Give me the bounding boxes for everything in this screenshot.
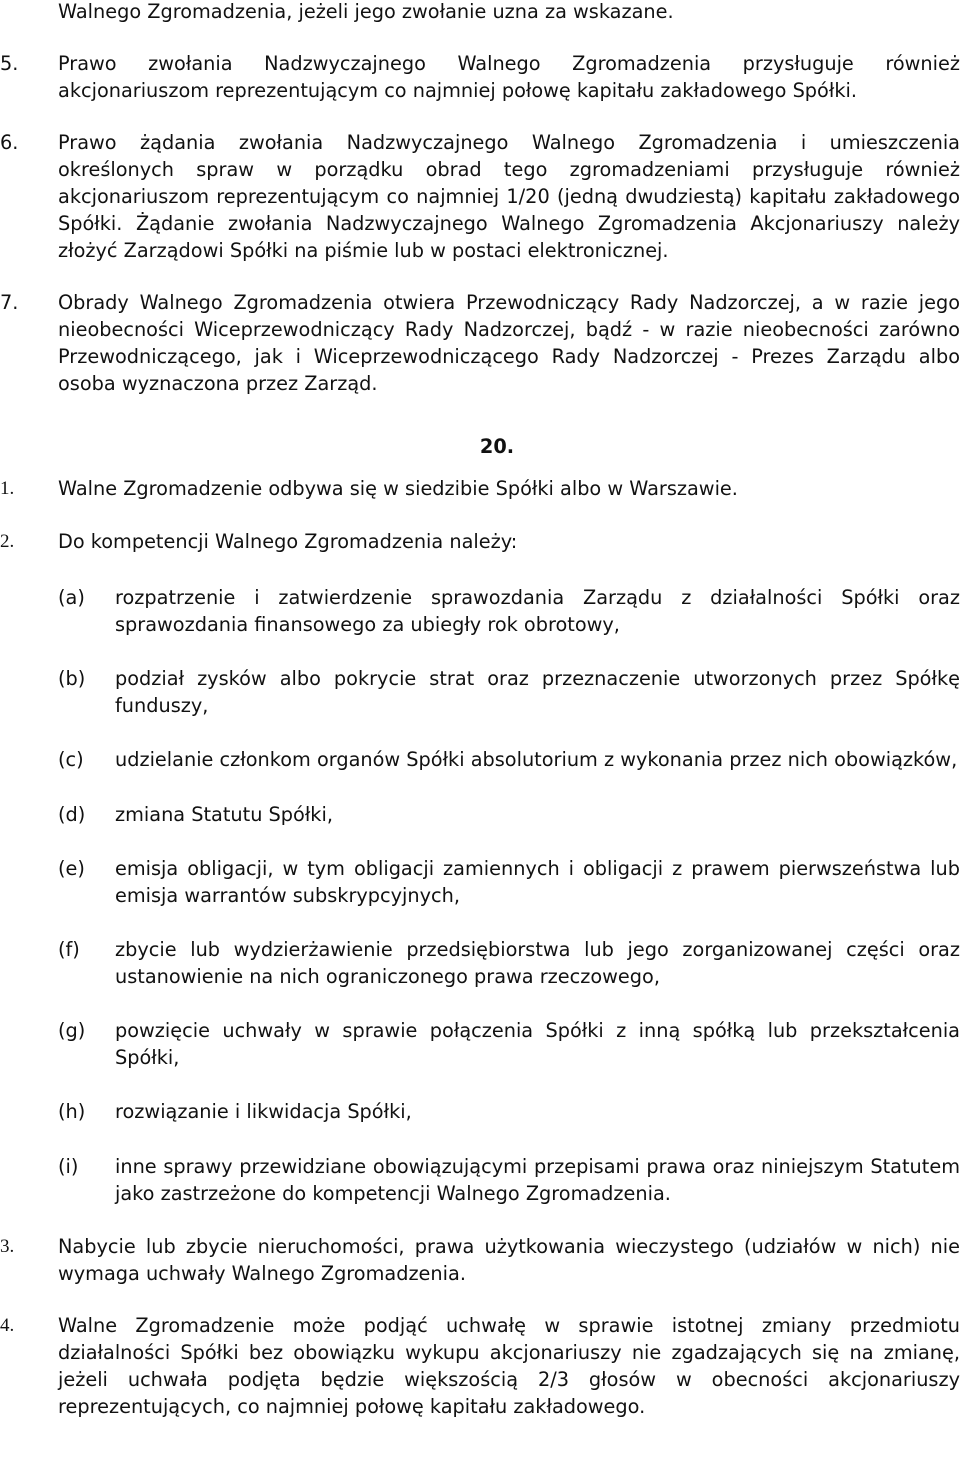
list-item-text: powzięcie uchwały w sprawie połączenia Spółki z inną spółką lub przekształcenia Spółki, [115,1019,960,1069]
list-item-h [0,1098,960,1125]
paragraph-number: 5. [0,52,19,75]
point-text: Walne Zgromadzenie odbywa się w siedzibie Spółki albo w Warszawie. [58,477,738,500]
paragraph-number: 7. [0,291,19,314]
list-item-label: (c) [58,748,84,771]
list-item-text: rozwiązanie i likwidacja Spółki, [115,1100,412,1123]
paragraph-7 [0,289,960,397]
paragraph-text: Prawo zwołania Nadzwyczajnego Walnego Zgromadzenia przysługuje również akcjonariuszom reprezentującym co najmniej połowę kapitału zakładowego Spółki. [58,52,960,102]
list-item-label: (g) [58,1019,86,1042]
list-item-b [0,665,960,719]
point-text: Walne Zgromadzenie może podjąć uchwałę w sprawie istotnej zmiany przedmiotu działalności Spółki bez obowiązku wykupu akcjonariuszy nie zgadzających się na zmianę, jeżeli uchwała podjęta będzie większością 2/3 głosów w obecności akcjonariuszy reprezentujących, co najmniej połowę kapitału zakładowego. [58,1314,960,1418]
section-point-3 [0,1233,960,1287]
paragraph-6 [0,129,960,264]
list-item-label: (h) [58,1100,86,1123]
paragraph-text: Prawo żądania zwołania Nadzwyczajnego Walnego Zgromadzenia i umieszczenia określonych spraw w porządku obrad tego zgromadzeniami przysługuje również akcjonariuszom reprezentującym co najmniej 1/20 (jedną dwudziestą) kapitału zakładowego Spółki. Żądanie zwołania Nadzwyczajnego Walnego Zgromadzenia Akcjonariuszy należy złożyć Zarządowi Spółki na piśmie lub w postaci elektronicznej. [58,131,960,262]
point-number: 2. [0,531,15,552]
list-item-label: (i) [58,1155,79,1178]
list-item-text: zbycie lub wydzierżawienie przedsiębiorstwa lub jego zorganizowanej części oraz ustanowienie na nich ograniczonego prawa rzeczowego, [115,938,960,988]
list-item-text: rozpatrzenie i zatwierdzenie sprawozdania Zarządu z działalności Spółki oraz sprawozdania finansowego za ubiegły rok obrotowy, [115,586,960,636]
list-item-label: (b) [58,667,86,690]
paragraph-number: 6. [0,131,19,154]
list-item-i [0,1153,960,1207]
paragraph-text: Obrady Walnego Zgromadzenia otwiera Przewodniczący Rady Nadzorczej, a w razie jego nieobecności Wiceprzewodniczący Rady Nadzorczej, bądź - w razie nieobecności zarówno Przewodniczącego, jak i Wiceprzewodniczącego Rady Nadzorczej - Prezes Zarządu albo osoba wyznaczona przez Zarząd. [58,291,960,395]
list-item-text: zmiana Statutu Spółki, [115,803,333,826]
section-point-4 [0,1312,960,1420]
list-item-d [0,801,960,828]
list-item-f [0,936,960,990]
section-heading [0,433,960,460]
list-item-c [0,746,960,773]
list-item-label: (f) [58,938,80,961]
list-item-text: podział zysków albo pokrycie strat oraz przeznaczenie utworzonych przez Spółkę funduszy, [115,667,960,717]
list-item-label: (d) [58,803,86,826]
section-point-2 [0,528,960,555]
paragraph-5 [0,50,960,104]
section-number: 20. [479,435,515,458]
section-point-1 [0,475,960,502]
list-item-label: (e) [58,857,85,880]
list-item-label: (a) [58,586,85,609]
list-item-text: emisja obligacji, w tym obligacji zamiennych i obligacji z prawem pierwszeństwa lub emisja warrantów subskrypcyjnych, [115,857,960,907]
list-item-a [0,584,960,638]
list-item-text: inne sprawy przewidziane obowiązującymi przepisami prawa oraz niniejszym Statutem jako zastrzeżone do kompetencji Walnego Zgromadzenia. [115,1155,960,1205]
list-item-e [0,855,960,909]
intro-line [0,0,960,25]
list-item-text: udzielanie członkom organów Spółki absolutorium z wykonania przez nich obowiązków, [115,748,958,771]
point-text: Do kompetencji Walnego Zgromadzenia należy: [58,530,518,553]
point-number: 3. [0,1236,15,1257]
intro-line-text: Walnego Zgromadzenia, jeżeli jego zwołanie uzna za wskazane. [58,0,674,23]
point-text: Nabycie lub zbycie nieruchomości, prawa użytkowania wieczystego (udziałów w nich) nie wymaga uchwały Walnego Zgromadzenia. [58,1235,960,1285]
point-number: 1. [0,478,15,499]
list-item-g [0,1017,960,1071]
point-number: 4. [0,1315,15,1336]
